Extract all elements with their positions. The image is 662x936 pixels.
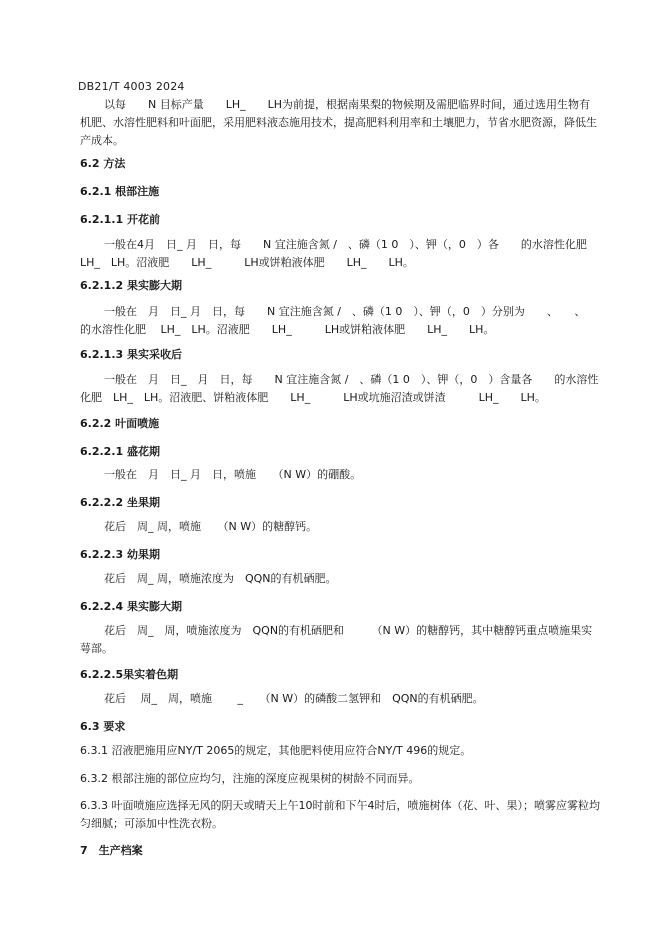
section-6-2-1-2-heading: 6.2.1.2 果实膨大期 <box>80 279 182 292</box>
section-6-3-heading: 6.3 要求 <box>80 720 126 733</box>
intro-paragraph: 以每 N 目标产量 LH_ LH为前提，根据南果梨的物候期及需肥临界时间，通过选用生物有机肥、水溶性肥料和叶面肥，采用肥料液态施用技术，提高肥料利用率和土壤肥力，节省水肥资源，降低生产成本。 <box>80 98 597 147</box>
section-6-2-2-5-heading: 6.2.2.5果实着色期 <box>80 668 179 681</box>
paragraph-6-2-2-3: 花后 周_ 周，喷施浓度为 QQN的有机硒肥。 <box>104 572 337 585</box>
paragraph-6-2-1-3: 一般在 月 日_ 月 日，每 N 宜注施含氮 / 、磷（1 0 ）、钾（，0 ）含量各 的水溶性化肥 LH_ LH。沼液肥、饼粕液体肥 LH_ LH或坑施沼渣或饼渣 LH_ LH。 <box>80 373 599 404</box>
section-6-2-heading: 6.2 方法 <box>80 157 126 170</box>
paragraph-6-2-1-1: 一般在4月 日_ 月 日，每 N 宜注施含氮 / 、磷（1 0 ）、钾（，0 ）各 的水溶性化肥 LH_ LH。沼液肥 LH_ LH或饼粕液体肥 LH_ LH。 <box>80 238 598 269</box>
paragraph-6-3-2: 6.3.2 根部注施的部位应均匀，注施的深度应视果树的树龄不同而异。 <box>80 772 420 785</box>
paragraph-6-2-2-2: 花后 周_ 周，喷施 （N W）的糖醇钙。 <box>104 520 318 533</box>
section-7-heading: 7 生产档案 <box>80 844 143 857</box>
paragraph-6-3-3: 6.3.3 叶面喷施应选择无风的阴天或晴天上午10时前和下午4时后，喷施树体（花、叶、果）；喷雾应雾粒均匀细腻；可添加中性洗衣粉。 <box>80 799 600 830</box>
paragraph-6-3-1: 6.3.1 沼液肥施用应NY/T 2065的规定，其他肥料使用应符合NY/T 496的规定。 <box>80 744 472 757</box>
section-6-2-2-3-heading: 6.2.2.3 幼果期 <box>80 548 160 561</box>
section-6-2-1-1-heading: 6.2.1.1 开花前 <box>80 213 160 226</box>
paragraph-6-2-2-4: 花后 周_ 周，喷施浓度为 QQN的有机硒肥和 （N W）的糖醇钙，其中糖醇钙重点喷施果实萼部。 <box>80 624 593 655</box>
paragraph-6-2-1-2: 一般在 月 日_ 月 日，每 N 宜注施含氮 / 、磷（1 0 ）、钾（，0 ）分别为 、 、 的水溶性化肥 LH_ LH。沼液肥 LH_ LH或饼粕液体肥 LH_ LH。 <box>80 305 602 336</box>
section-6-2-2-1-heading: 6.2.2.1 盛花期 <box>80 445 160 458</box>
section-6-2-2-2-heading: 6.2.2.2 坐果期 <box>80 496 160 509</box>
paragraph-6-2-2-1: 一般在 月 日_ 月 日，喷施 （N W）的硼酸。 <box>104 468 362 481</box>
section-6-2-1-3-heading: 6.2.1.3 果实采收后 <box>80 348 182 361</box>
document-code: DB21/T 4003 2024 <box>78 80 185 93</box>
section-6-2-2-heading: 6.2.2 叶面喷施 <box>80 417 160 430</box>
paragraph-6-2-2-5: 花后 周_ 周，喷施 _ （N W）的磷酸二氢钾和 QQN的有机硒肥。 <box>104 692 484 705</box>
section-6-2-1-heading: 6.2.1 根部注施 <box>80 185 160 198</box>
section-6-2-2-4-heading: 6.2.2.4 果实膨大期 <box>80 600 182 613</box>
